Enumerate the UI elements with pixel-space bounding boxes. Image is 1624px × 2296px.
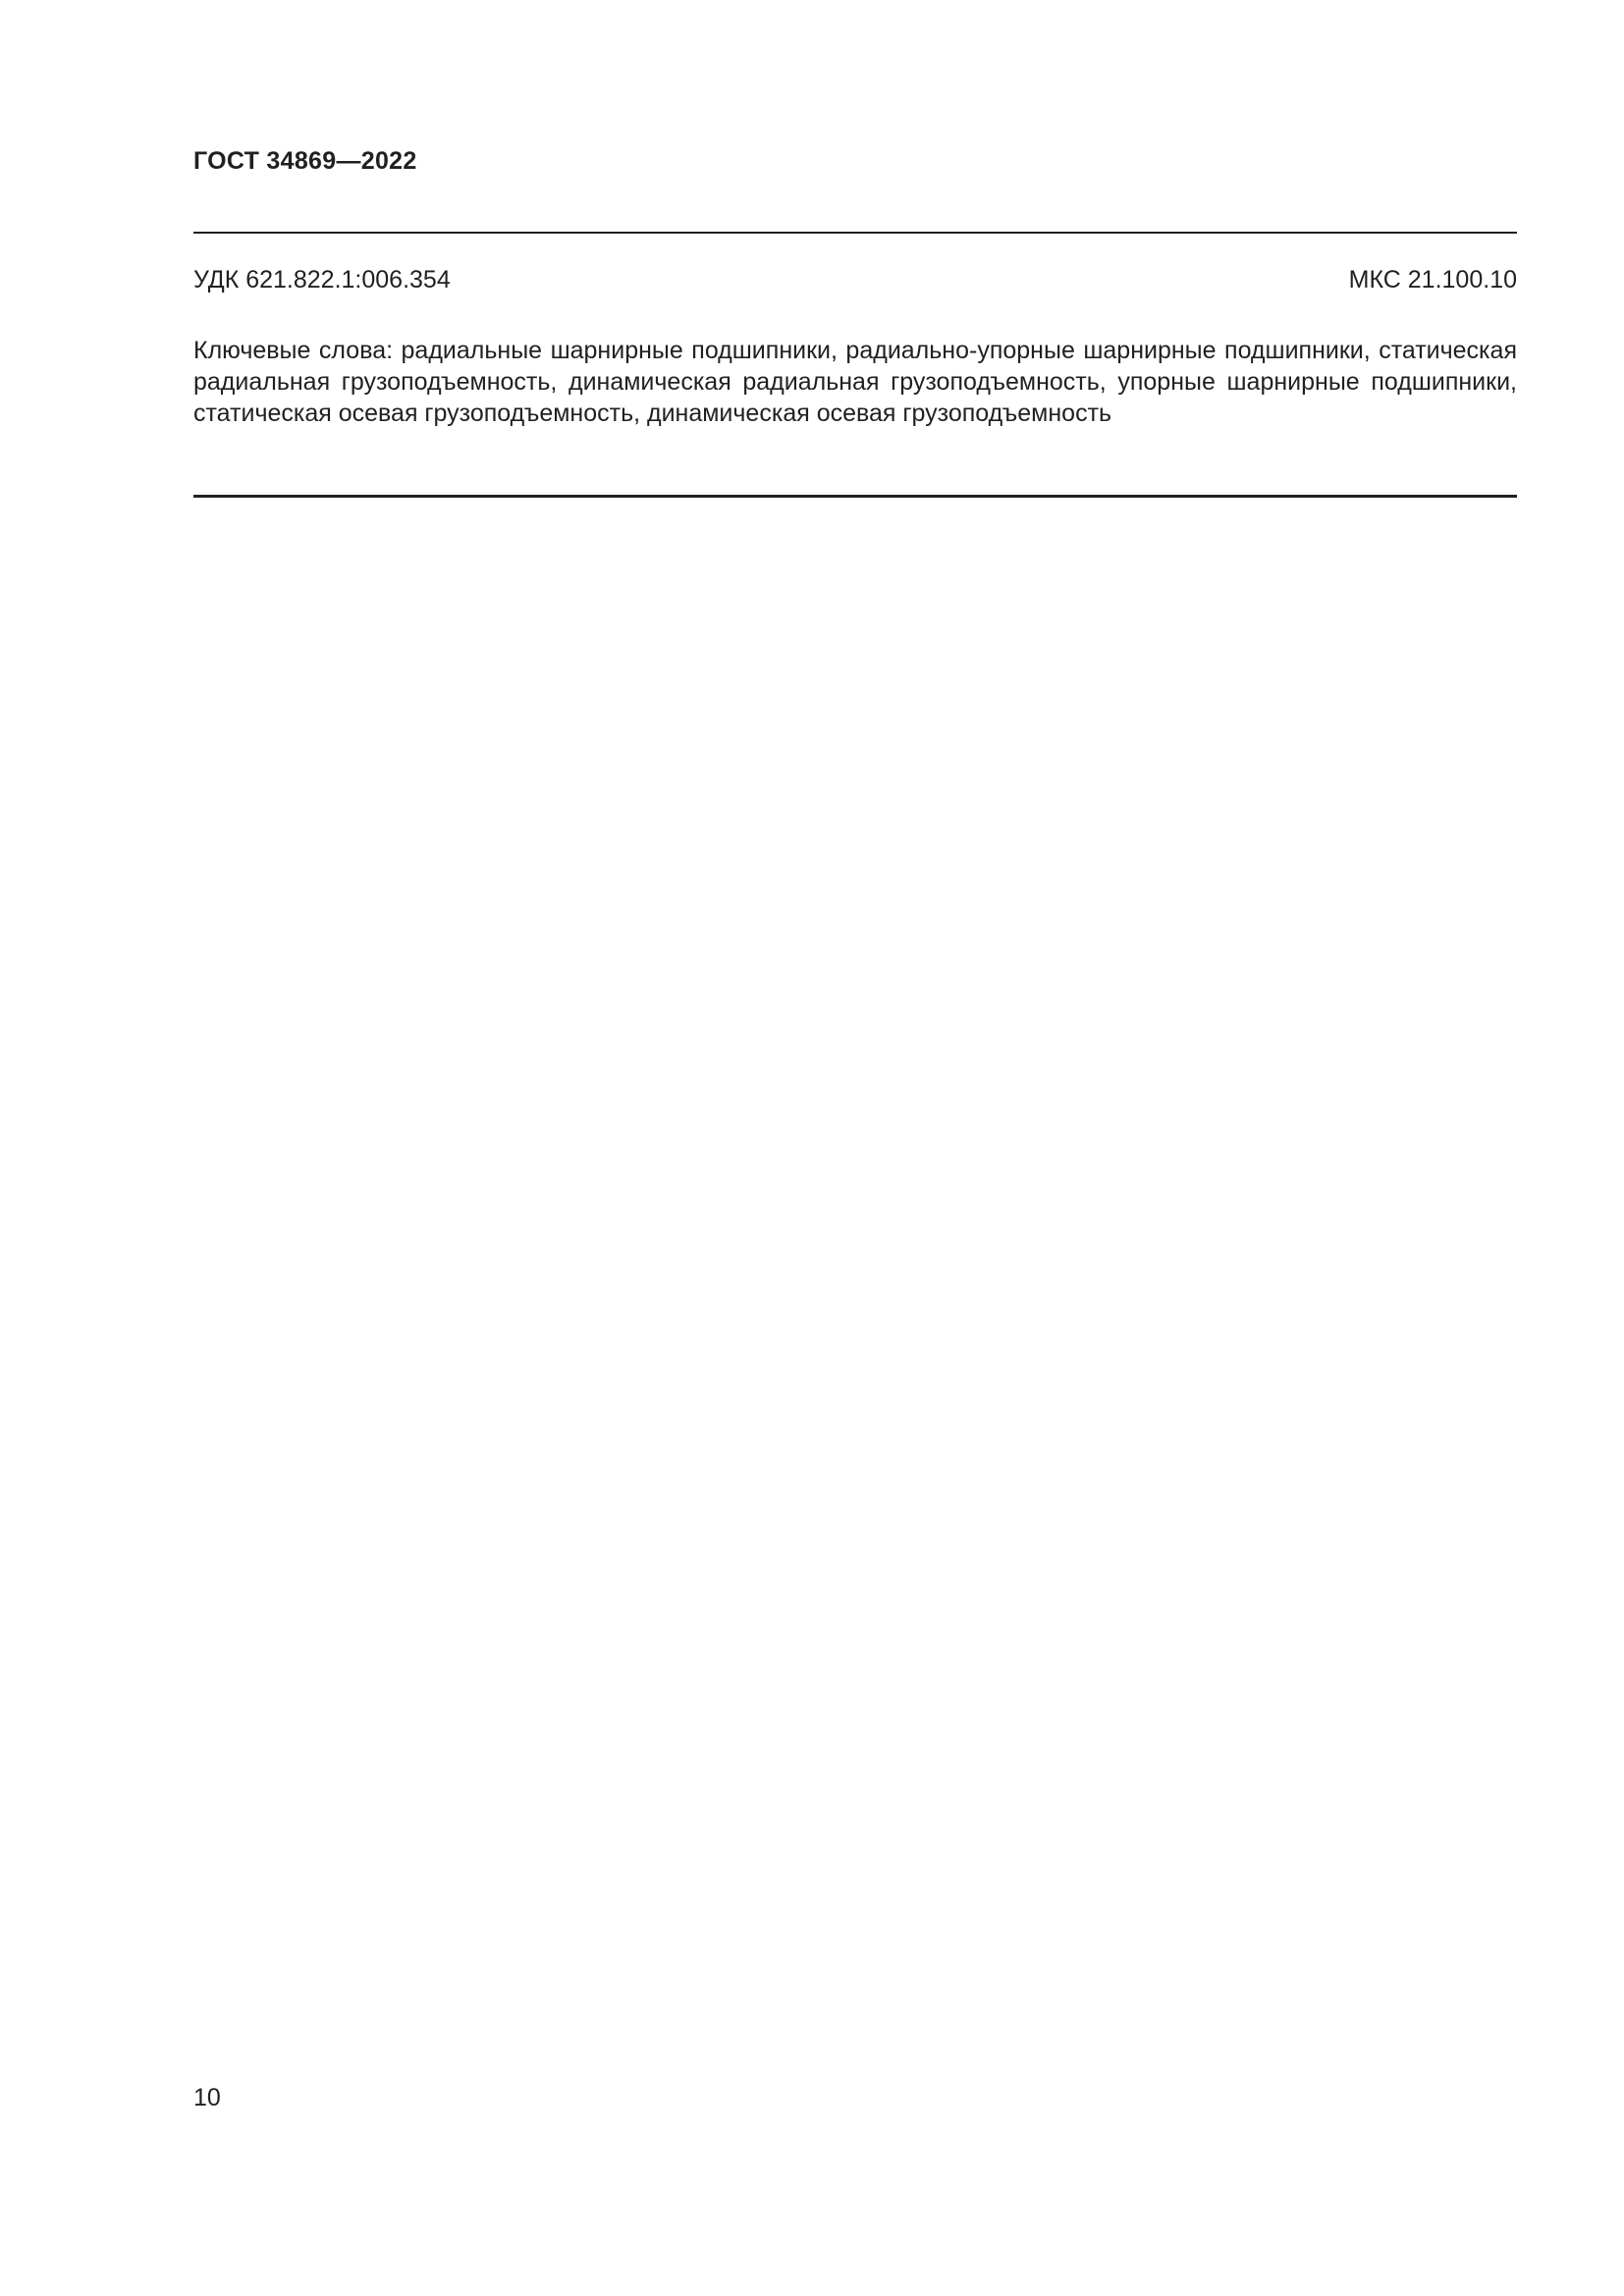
top-divider xyxy=(193,232,1517,234)
classification-codes xyxy=(193,266,1517,294)
document-header: ГОСТ 34869—2022 xyxy=(193,147,417,175)
mks-code: МКС 21.100.10 xyxy=(1348,266,1517,294)
udk-code: УДК 621.822.1:006.354 xyxy=(193,266,451,294)
keywords-paragraph: Ключевые слова: радиальные шарнирные подшипники, радиально-упорные шарнирные подшипники, статическая радиальная грузоподъемность, динамическая радиальная грузоподъемность, упорные шарнирные подшипники, статическая осевая грузоподъемность, динамическая осевая грузоподъемность xyxy=(193,337,1517,427)
page-number: 10 xyxy=(193,2084,221,2111)
bottom-divider xyxy=(193,495,1517,498)
